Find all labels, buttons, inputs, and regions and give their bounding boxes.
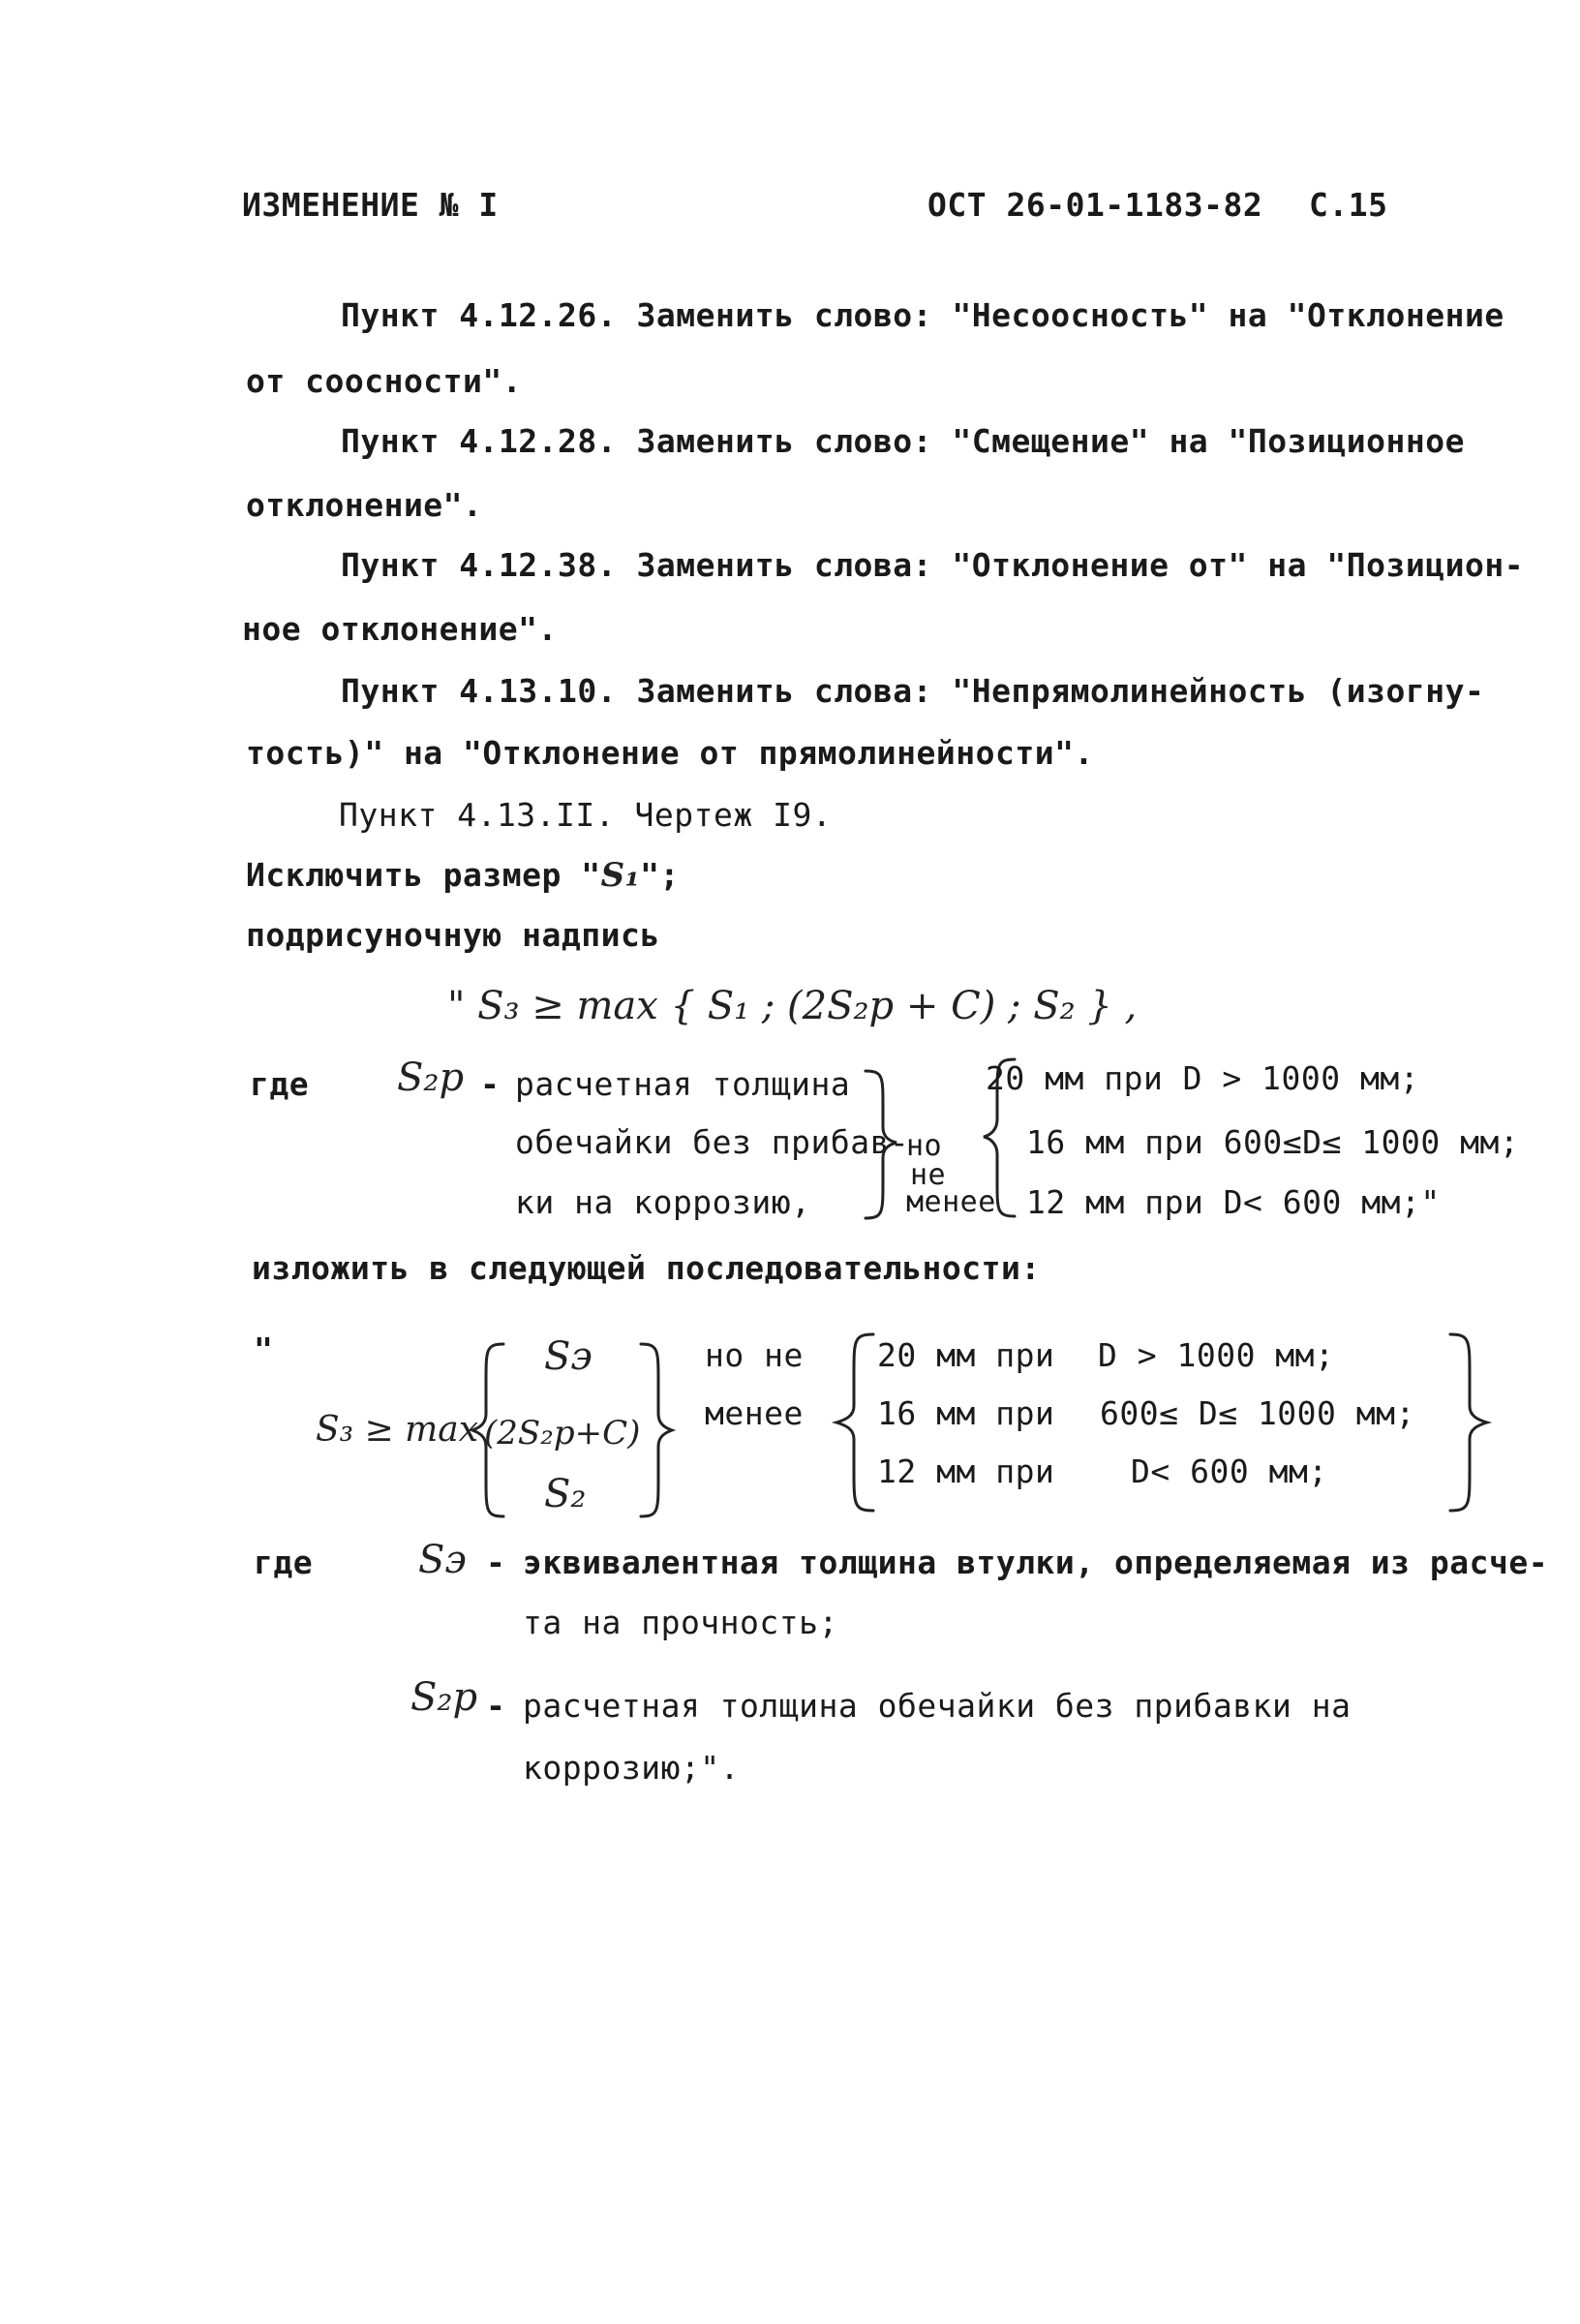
document-code: ОСТ 26-01-1183-82 bbox=[927, 186, 1263, 224]
new-formula-lhs: S₃ ≥ max bbox=[316, 1410, 479, 1450]
new-case-1-cond: D > 1000 мм; bbox=[1098, 1336, 1335, 1374]
old-where-label: где bbox=[250, 1065, 310, 1103]
old-case-2: 16 мм при 600≤D≤ 1000 мм; bbox=[1026, 1123, 1520, 1161]
new-no-less-1: но не bbox=[705, 1336, 804, 1374]
old-case-1: 20 мм при D > 1000 мм; bbox=[986, 1059, 1420, 1097]
old-no-less-3: менее bbox=[906, 1185, 996, 1219]
new-case-2-cond: 600≤ D≤ 1000 мм; bbox=[1100, 1394, 1415, 1432]
paragraph-4-12-26-line2: от соосности". bbox=[246, 362, 523, 400]
exclude-suffix: "; bbox=[640, 856, 680, 894]
old-right-brace bbox=[862, 1067, 900, 1222]
instruction-text: изложить в следующей последовательности: bbox=[252, 1249, 1041, 1287]
page-number: С.15 bbox=[1309, 186, 1388, 224]
paragraph-4-12-38-line1: Пункт 4.12.38. Заменить слова: "Отклонение от" на "Позицион- bbox=[341, 546, 1525, 584]
old-no-less-2: не bbox=[910, 1158, 947, 1192]
exclude-prefix: Исключить размер " bbox=[246, 856, 601, 894]
new-open-quote: " bbox=[254, 1330, 274, 1368]
def-2-symbol: S₂р bbox=[410, 1675, 478, 1720]
caption-label: подрисуночную надпись bbox=[246, 916, 660, 954]
new-option-2s2p-c: (2S₂р+C) bbox=[484, 1414, 641, 1452]
def-1-symbol: Sэ bbox=[418, 1538, 467, 1582]
old-dash: - bbox=[480, 1065, 501, 1103]
paragraph-4-12-26-line1: Пункт 4.12.26. Заменить слово: "Несоосность" на "Отклонение bbox=[341, 296, 1504, 334]
paragraph-4-12-28-line2: отклонение". bbox=[246, 486, 483, 524]
paragraph-4-12-28-line1: Пункт 4.12.28. Заменить слово: "Смещение" на "Позиционное bbox=[341, 422, 1465, 460]
old-desc-line1: расчетная толщина bbox=[515, 1065, 851, 1103]
defs-where-label: где bbox=[254, 1544, 314, 1581]
paragraph-4-13-10-line2: тость)" на "Отклонение от прямолинейности". bbox=[246, 734, 1094, 772]
paragraph-4-13-10-line1: Пункт 4.13.10. Заменить слова: "Непрямолинейность (изогну- bbox=[341, 672, 1485, 710]
old-no-less-1: но bbox=[906, 1129, 943, 1163]
paragraph-4-12-38-line2: ное отклонение". bbox=[242, 610, 558, 648]
def-2-dash: - bbox=[486, 1687, 506, 1725]
new-no-less-2: менее bbox=[705, 1394, 804, 1432]
new-case-3-value: 12 мм при bbox=[877, 1452, 1055, 1490]
def-1-line2: та на прочность; bbox=[523, 1604, 838, 1641]
def-2-line1: расчетная толщина обечайки без прибавки на bbox=[523, 1687, 1352, 1725]
def-1-dash: - bbox=[486, 1544, 506, 1581]
exclude-symbol: S₁ bbox=[600, 856, 641, 895]
new-cases-right-brace bbox=[1446, 1330, 1491, 1514]
new-case-1-value: 20 мм при bbox=[877, 1336, 1055, 1374]
old-desc-line2: обечайки без прибав- bbox=[515, 1123, 910, 1161]
new-case-3-cond: D< 600 мм; bbox=[1131, 1452, 1328, 1490]
item-4-13-11-title: Пункт 4.13.II. Чертеж I9. bbox=[339, 796, 833, 834]
new-option-se: Sэ bbox=[544, 1334, 592, 1379]
old-formula: " S₃ ≥ max { S₁ ; (2S₂р + C) ; S₂ } , bbox=[447, 984, 1138, 1028]
new-option-s2: S₂ bbox=[544, 1472, 587, 1516]
new-options-right-brace bbox=[637, 1340, 676, 1520]
change-notice-label: ИЗМЕНЕНИЕ № I bbox=[242, 186, 499, 224]
def-2-line2: коррозию;". bbox=[523, 1749, 741, 1787]
old-symbol-s2p: S₂р bbox=[397, 1055, 465, 1100]
exclude-size-line bbox=[246, 856, 680, 895]
old-case-3: 12 мм при D< 600 мм;" bbox=[1026, 1183, 1441, 1221]
new-case-2-value: 16 мм при bbox=[877, 1394, 1055, 1432]
def-1-line1: эквивалентная толщина втулки, определяемая из расче- bbox=[523, 1544, 1549, 1581]
old-desc-line3: ки на коррозию, bbox=[515, 1183, 811, 1221]
new-cases-left-brace bbox=[833, 1330, 877, 1514]
